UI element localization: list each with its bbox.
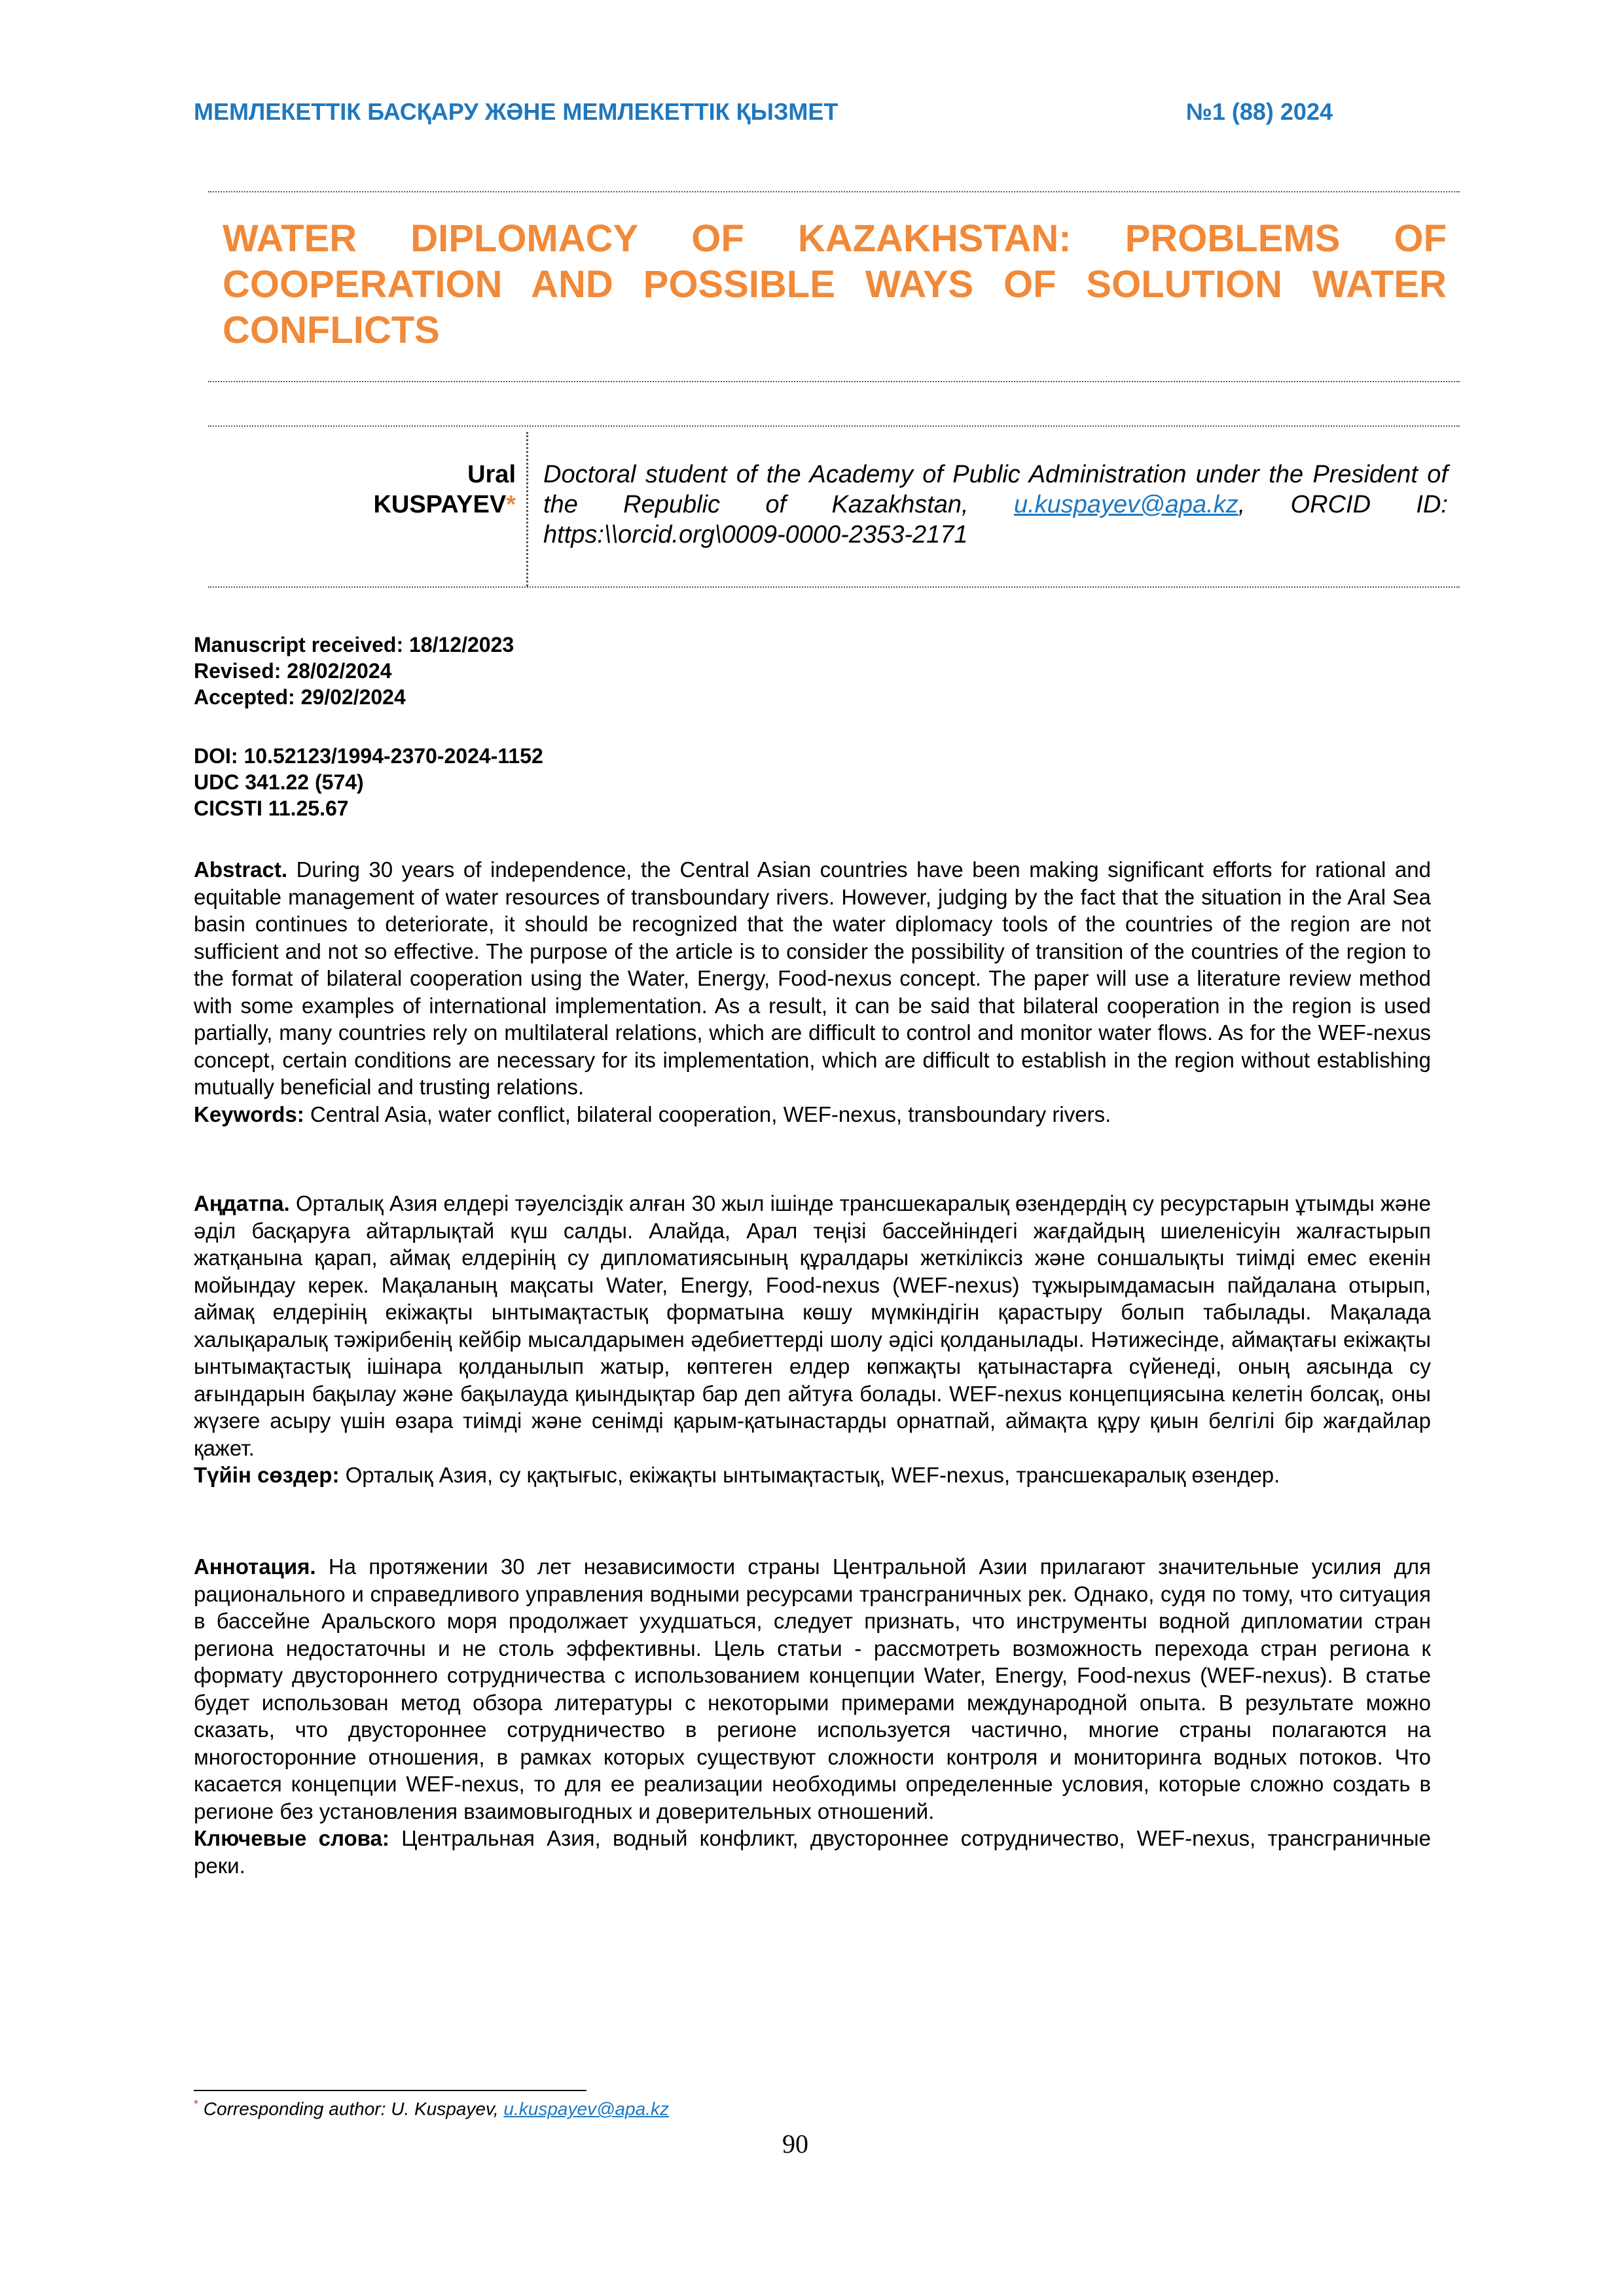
- author-first-name: Ural: [467, 461, 516, 488]
- footnote-email-link[interactable]: u.kuspayev@apa.kz: [503, 2098, 669, 2119]
- keywords-text: Central Asia, water conflict, bilateral cooperation, WEF-nexus, transboundary rivers.: [304, 1102, 1111, 1126]
- abstract-text-kz: Орталық Азия елдері тәуелсіздік алған 30 жыл ішінде трансшекаралық өзендердің су ресурстарын ұтымды және әділ басқаруға айтарлықтай күш салды. Алайда, Арал теңізі бассейніндегі жағдайдың шиеленісуін жалғастырып жатқанына қарап, аймақ елдерінің су дипломатиясының құралдары жеткіліксіз және соншалықты тиімді емес екенін мойындау керек. Мақаланың мақсаты Water, Energy, Food-nexus (WEF-nexus) тұжырымдамасын пайдалана отырып, аймақ елдерінің екіжақты ынтымақтастық форматына көшу мүмкіндігін қарастыру болып табылады. Мақалада халықаралық тәжірибенің кейбір мысалдарымен әдебиеттерді шолу әдісі қолданылады. Нәтижесінде, аймақтағы екіжақты ынтымақтастық ішінара қолданылып жатыр, көптеген елдер көпжақты қатынастарға сүйенеді, оның аясында су ағындарын бақылау және бақылауда қиындықтар бар деп айтуға болады. WEF-nexus концепциясына келетін болсақ, оны жүзеге асыру үшін өзара тиімді және сенімді қарым-қатынастарды орнатпай, аймақта құру қиын белгілі бір жағдайлар қажет.: [194, 1191, 1431, 1460]
- cicsti: CICSTI 11.25.67: [194, 797, 349, 820]
- keywords-text-kz: Орталық Азия, су қақтығыс, екіжақты ынтымақтастық, WEF-nexus, трансшекаралық өзендер.: [339, 1463, 1280, 1487]
- author-last-name: KUSPAYEV: [373, 491, 507, 518]
- keywords-label-ru: Ключевые слова:: [194, 1826, 389, 1850]
- author-bottom-rule: [208, 586, 1460, 588]
- author-block: [208, 432, 1460, 586]
- abstract-text-ru: На протяжении 30 лет независимости страны Центральной Азии прилагают значительные усилия для рационального и справедливого управления водными ресурсами трансграничных рек. Однако, судя по тому, что ситуация в бассейне Аральского моря продолжает ухудшаться, следует признать, что инструменты водной дипломатии стран региона недостаточны и не столь эффективны. Цель статьи - рассмотреть возможность перехода стран региона к формату двустороннего сотрудничества с использованием концепции Water, Energy, Food-nexus (WEF-nexus). В статье будет использован метод обзора литературы с некоторыми примерами международной опыта. В результате можно сказать, что двустороннее сотрудничество в регионе используется частично, многие страны полагаются на многосторонние отношения, в рамках которых существуют сложности контроля и мониторинга водных потоков. Что касается концепции WEF-nexus, то для ее реализации необходимы определенные условия, которые сложно создать в регионе без установления взаимовыгодных и доверительных отношений.: [194, 1554, 1431, 1823]
- received-date: Manuscript received: 18/12/2023: [194, 633, 514, 656]
- issue-number: №1 (88) 2024: [1185, 98, 1333, 125]
- footnote-rule: [194, 2090, 586, 2091]
- author-top-rule: [208, 425, 1460, 427]
- abstract-label: Abstract.: [194, 857, 288, 882]
- footnote: [194, 2098, 669, 2119]
- footnote-marker: *: [194, 2098, 199, 2111]
- author-email-link[interactable]: u.kuspayev@apa.kz: [1013, 491, 1238, 518]
- abstract-label-kz: Аңдатпа.: [194, 1191, 290, 1215]
- page-number: 90: [782, 2129, 808, 2159]
- abstract-label-ru: Аннотация.: [194, 1554, 316, 1579]
- title-top-rule: [208, 191, 1460, 192]
- accepted-date: Accepted: 29/02/2024: [194, 685, 406, 709]
- running-header: [194, 98, 1339, 137]
- identifiers: [194, 743, 543, 821]
- keywords-label: Keywords:: [194, 1102, 304, 1126]
- article-title: WATER DIPLOMACY OF KAZAKHSTAN: PROBLEMS OF COOPERATION AND POSSIBLE WAYS OF SOLUTION WATER CONFLICTS: [223, 217, 1447, 351]
- keywords-text-ru: Центральная Азия, водный конфликт, двустороннее сотрудничество, WEF-nexus, трансграничные реки.: [194, 1826, 1431, 1878]
- author-separator: [526, 432, 528, 586]
- abstract-text: During 30 years of independence, the Central Asian countries have been making significant efforts for rational and equitable management of water resources of transboundary rivers. However, judging by the fact that the situation in the Aral Sea basin continues to deteriorate, it should be recognized that the water diplomacy tools of the countries of the region are not sufficient and not so effective. The purpose of the article is to consider the possibility of transition of the countries of the region to the format of bilateral cooperation using the Water, Energy, Food-nexus concept. The paper will use a literature review method with some examples of international implementation. As a result, it can be said that bilateral cooperation in the region is used partially, many countries rely on multilateral relations, which are difficult to control and monitor water flows. As for the WEF-nexus concept, certain conditions are necessary for its implementation, which are difficult to establish in the region without establishing mutually beneficial and trusting relations.: [194, 857, 1431, 1099]
- corresponding-asterisk: *: [506, 491, 516, 518]
- abstract-russian: [194, 1553, 1431, 1879]
- author-name: [208, 459, 516, 520]
- title-bottom-rule: [208, 381, 1460, 382]
- author-affiliation: [543, 459, 1448, 550]
- revised-date: Revised: 28/02/2024: [194, 659, 392, 683]
- doi: DOI: 10.52123/1994-2370-2024-1152: [194, 744, 543, 768]
- keywords-label-kz: Түйін сөздер:: [194, 1463, 340, 1487]
- abstract-english: [194, 856, 1431, 1128]
- abstract-kazakh: [194, 1190, 1431, 1489]
- journal-name: МЕМЛЕКЕТТІК БАСҚАРУ ЖӘНЕ МЕМЛЕКЕТТІК ҚЫЗМЕТ: [194, 98, 839, 125]
- footnote-text: Corresponding author: U. Kuspayev,: [198, 2098, 504, 2119]
- affiliation-text: Doctoral student of the Academy of Public Administration under the President of the Republic of Kazakhstan,: [543, 461, 1448, 518]
- manuscript-dates: [194, 632, 514, 710]
- udc: UDC 341.22 (574): [194, 770, 364, 794]
- orcid-text: , ORCID ID: https:\\orcid.org\0009-0000-2353-2171: [543, 491, 1448, 548]
